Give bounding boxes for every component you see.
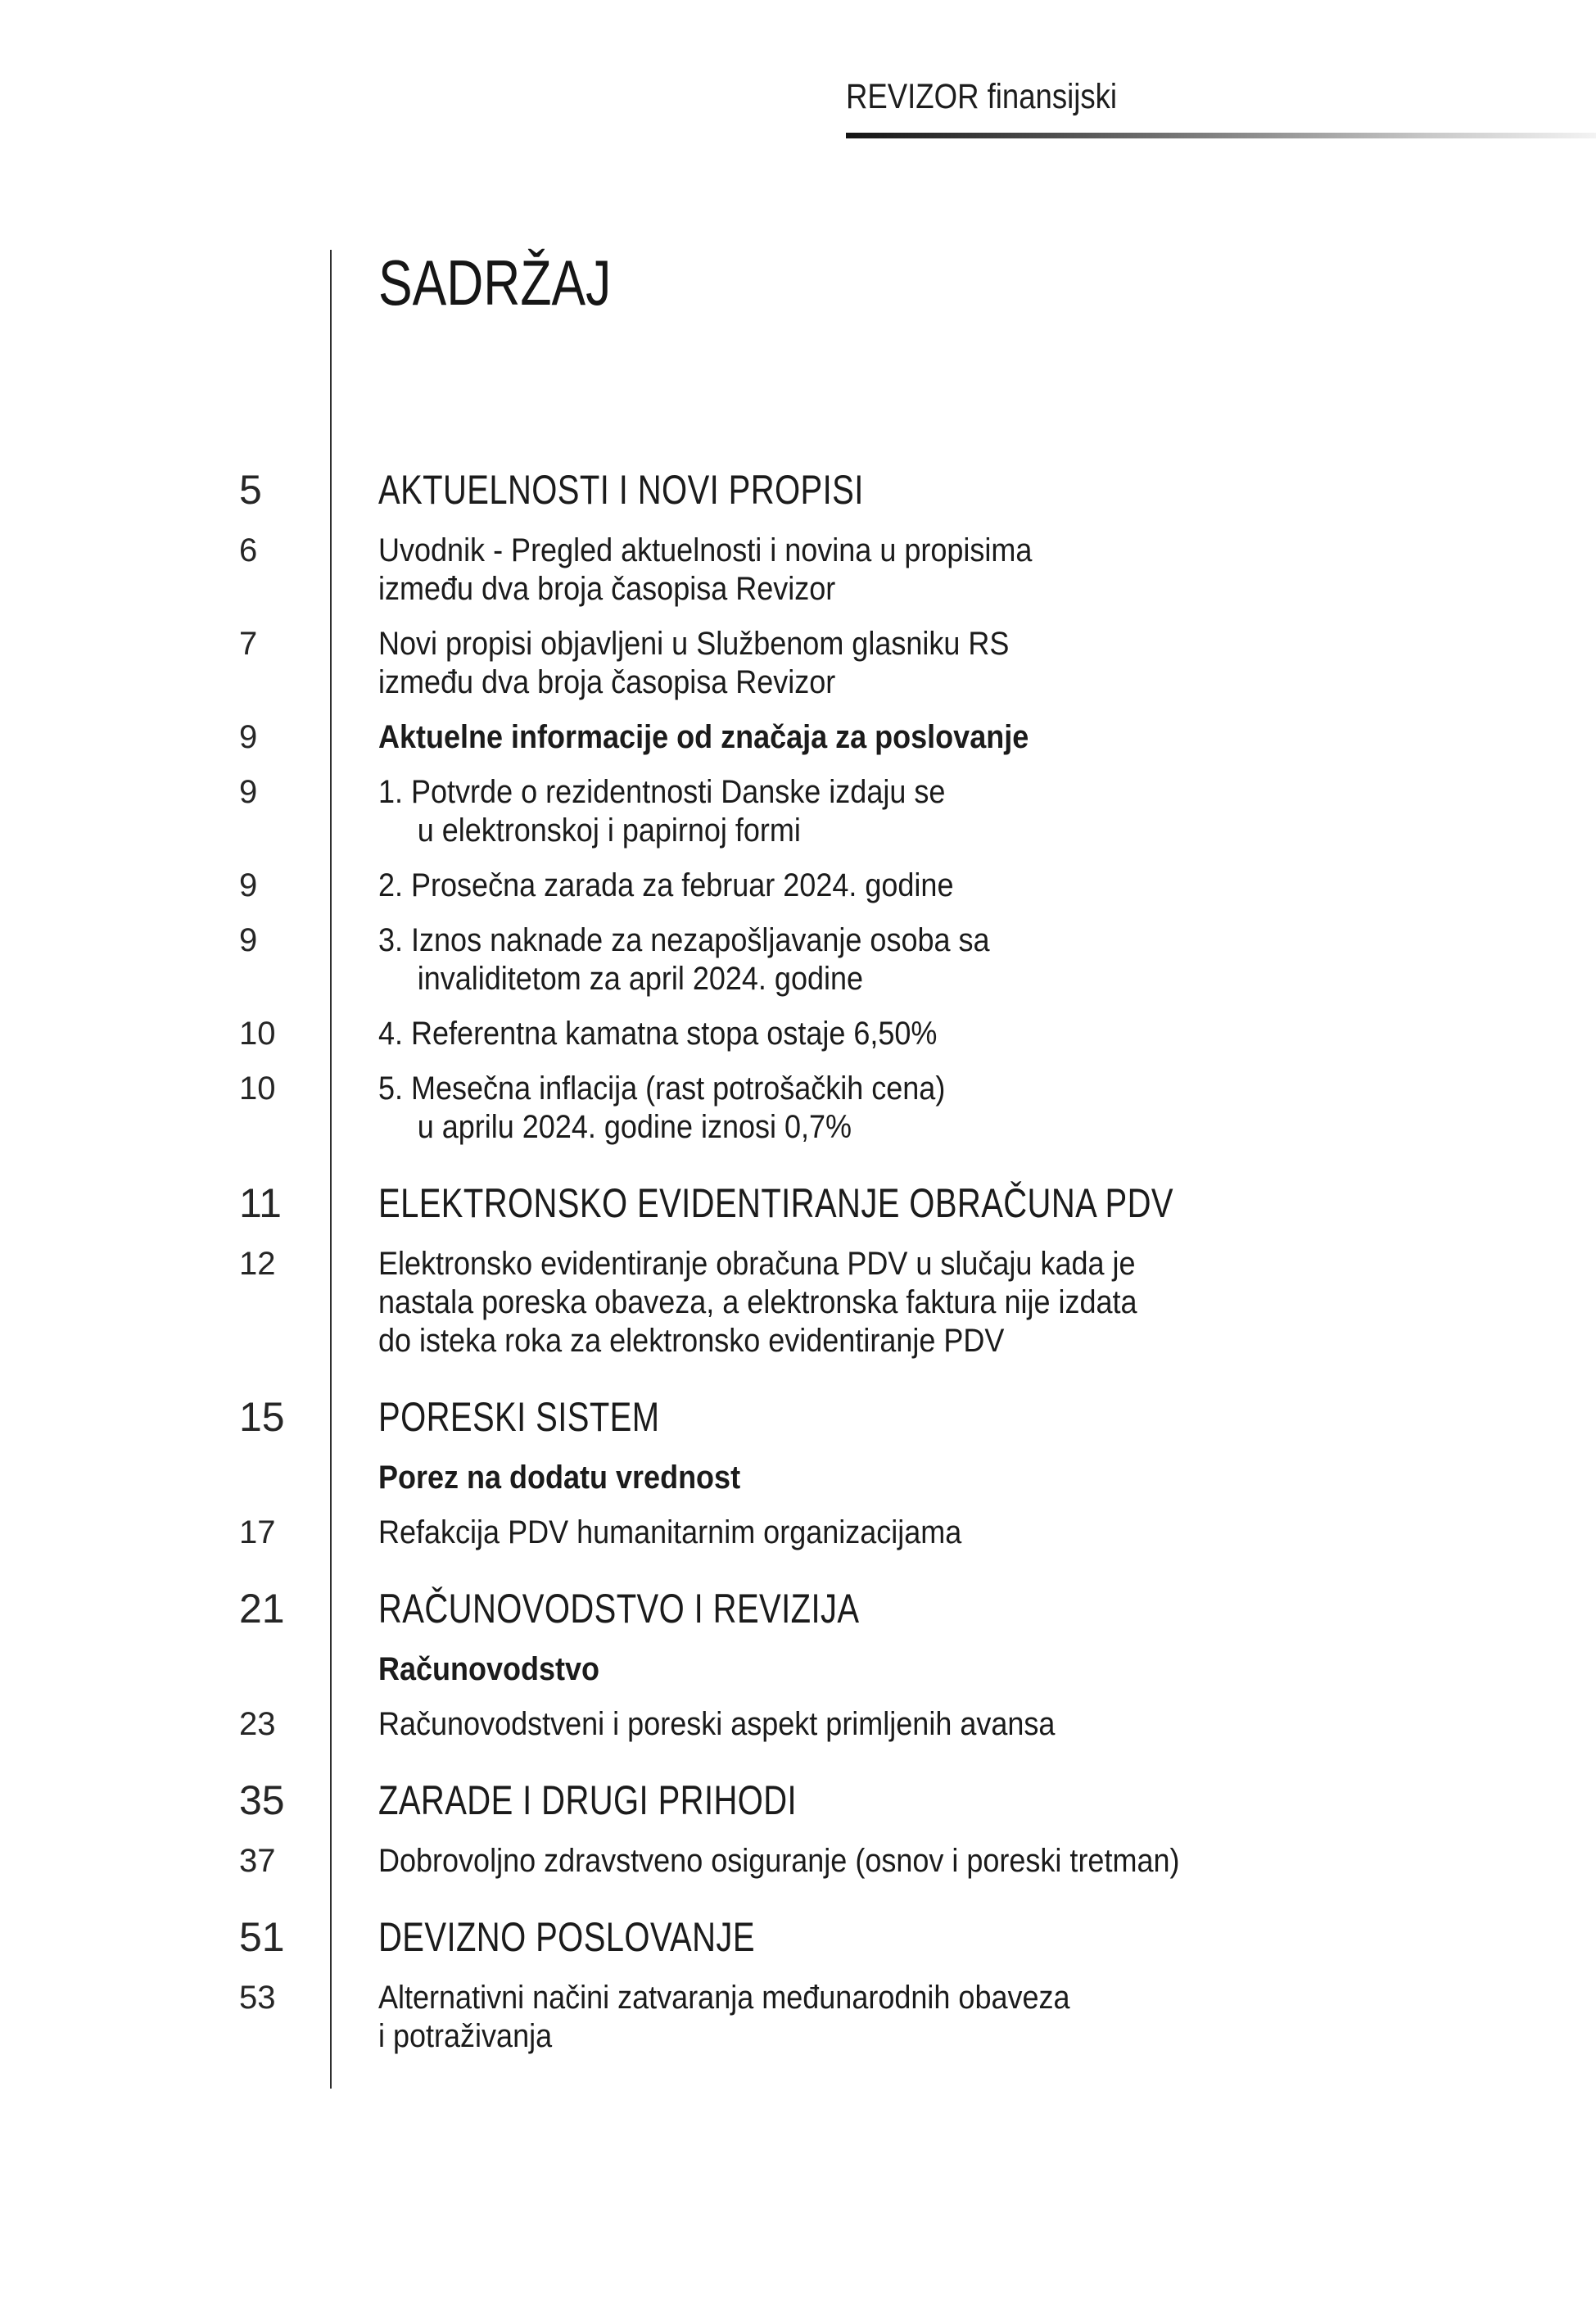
toc-entry-line: Dobrovoljno zdravstveno osiguranje (osnov i poreski tretman) <box>378 1843 1180 1879</box>
toc-row <box>239 867 1596 905</box>
toc-page-number: 21 <box>239 1586 285 1632</box>
toc-entry-line: RAČUNOVODSTVO I REVIZIJA <box>378 1586 860 1632</box>
toc-entry-line: 3. Iznos naknade za nezapošljavanje osoba sa <box>378 922 990 958</box>
toc-page-number: 9 <box>239 719 258 755</box>
toc-entry-line: 5. Mesečna inflacija (rast potrošačkih cena) <box>378 1070 946 1107</box>
toc-row <box>239 1070 1596 1147</box>
toc-entry-line: Uvodnik - Pregled aktuelnosti i novina u propisima <box>378 532 1033 568</box>
toc-row <box>239 1583 1596 1634</box>
toc-page-number: 17 <box>239 1514 276 1550</box>
toc-entry-line: 2. Prosečna zarada za februar 2024. godine <box>378 867 954 903</box>
page-title-text: SADRŽAJ <box>378 247 612 319</box>
toc-page-number: 7 <box>239 626 258 662</box>
toc-entry-line: 1. Potvrde o rezidentnosti Danske izdaju se <box>378 774 946 810</box>
toc-entry-line: do isteka roka za elektronsko evidentiranje PDV <box>378 1323 1005 1359</box>
toc-entry-line: Računovodstvo <box>378 1651 600 1687</box>
toc-entry-line: Računovodstveni i poreski aspekt primljenih avansa <box>378 1706 1056 1742</box>
header-gradient-rule <box>846 133 1596 138</box>
toc-page-number: 51 <box>239 1914 285 1960</box>
toc-page-number: 6 <box>239 532 258 568</box>
toc-entry-line: između dva broja časopisa Revizor <box>378 571 836 607</box>
toc-row <box>239 625 1596 702</box>
toc-entry-line: nastala poreska obaveza, a elektronska faktura nije izdata <box>378 1284 1137 1320</box>
toc-row <box>378 1459 1596 1497</box>
toc-row <box>239 1015 1596 1053</box>
toc-entry-line: Refakcija PDV humanitarnim organizacijama <box>378 1514 962 1550</box>
toc-row <box>239 773 1596 850</box>
toc-page-number: 11 <box>239 1180 282 1226</box>
toc-list <box>239 464 1596 2056</box>
toc-row <box>239 1178 1596 1229</box>
toc-page-number: 23 <box>239 1706 276 1742</box>
toc-row <box>239 1245 1596 1360</box>
toc-row <box>239 532 1596 609</box>
toc-row <box>239 1979 1596 2056</box>
toc-row <box>239 1912 1596 1962</box>
magazine-brand: REVIZOR finansijski <box>846 77 1118 116</box>
toc-entry-line: u aprilu 2024. godine iznosi 0,7% <box>417 1109 852 1145</box>
toc-entry-line: PORESKI SISTEM <box>378 1394 660 1440</box>
toc-entry-line: Elektronsko evidentiranje obračuna PDV u slučaju kada je <box>378 1246 1136 1282</box>
toc-row <box>239 921 1596 998</box>
toc-page-number: 9 <box>239 867 258 903</box>
toc-entry-line: Aktuelne informacije od značaja za poslovanje <box>378 719 1029 755</box>
toc-page-number: 12 <box>239 1246 276 1282</box>
toc-entry-line: invaliditetom za april 2024. godine <box>417 961 864 997</box>
toc-entry-line: Novi propisi objavljeni u Službenom glasniku RS <box>378 626 1010 662</box>
toc-entry-line: Alternativni načini zatvaranja međunarodnih obaveza <box>378 1980 1070 2016</box>
toc-entry-line: u elektronskoj i papirnoj formi <box>417 812 801 849</box>
toc-panel <box>239 247 1596 2089</box>
toc-entry-line: ZARADE I DRUGI PRIHODI <box>378 1777 798 1823</box>
toc-entry-line: DEVIZNO POSLOVANJE <box>378 1914 755 1960</box>
toc-page-number: 5 <box>239 467 262 513</box>
toc-row <box>378 1650 1596 1689</box>
toc-row <box>239 464 1596 515</box>
toc-entry-line: 4. Referentna kamatna stopa ostaje 6,50% <box>378 1016 938 1052</box>
toc-entry-line: AKTUELNOSTI I NOVI PROPISI <box>378 467 864 513</box>
toc-page-number: 15 <box>239 1394 285 1440</box>
toc-page-number: 9 <box>239 922 258 958</box>
toc-page-number: 35 <box>239 1777 285 1823</box>
toc-entry-line: ELEKTRONSKO EVIDENTIRANJE OBRAČUNA PDV <box>378 1180 1173 1226</box>
toc-page-number: 53 <box>239 1980 276 2016</box>
toc-row <box>239 1392 1596 1442</box>
toc-page-number: 9 <box>239 774 258 810</box>
toc-row <box>239 1842 1596 1881</box>
toc-entry-line: između dva broja časopisa Revizor <box>378 664 836 700</box>
toc-page-number: 37 <box>239 1843 276 1879</box>
page-title <box>378 247 1596 319</box>
toc-row <box>239 1705 1596 1744</box>
toc-page-number: 10 <box>239 1016 276 1052</box>
toc-row <box>239 1775 1596 1826</box>
toc-page-number: 10 <box>239 1070 276 1107</box>
toc-row <box>239 1514 1596 1552</box>
toc-entry-line: i potraživanja <box>378 2018 553 2054</box>
toc-entry-line: Porez na dodatu vrednost <box>378 1460 741 1496</box>
toc-row <box>239 718 1596 757</box>
